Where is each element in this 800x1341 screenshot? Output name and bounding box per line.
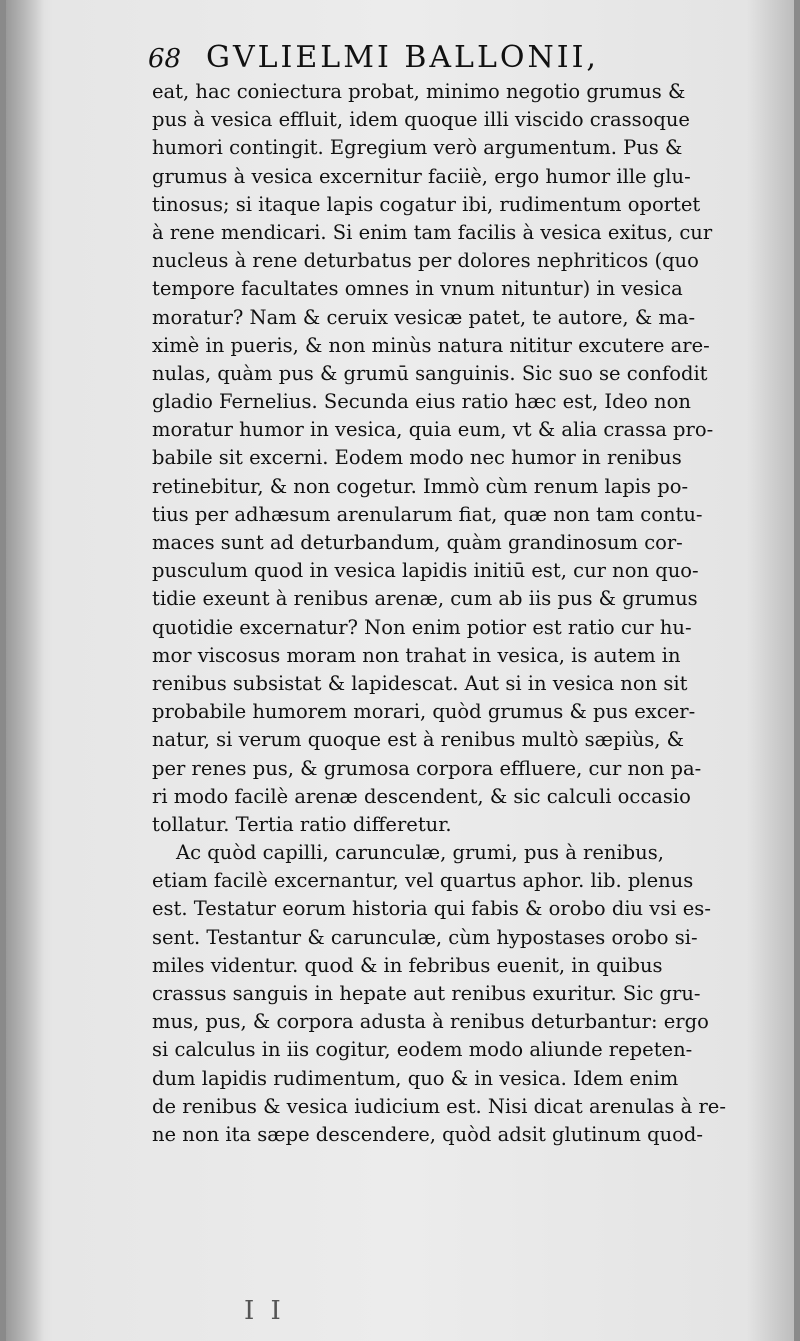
- signature-mark: I I: [244, 1296, 285, 1326]
- text-line: mus, pus, & corpora adusta à renibus deturbantur: ergo: [152, 1010, 709, 1034]
- text-line: babile sit excerni. Eodem modo nec humor in renibus: [152, 446, 682, 470]
- binding-gutter: [6, 0, 44, 1341]
- text-line: sent. Testantur & carunculæ, cùm hypostases orobo si-: [152, 925, 698, 949]
- text-line: nulas, quàm pus & grumū sanguinis. Sic suo se confodit: [152, 361, 708, 385]
- text-line: ximè in pueris, & non minùs natura nititur excutere are-: [152, 333, 710, 357]
- text-line: dum lapidis rudimentum, quo & in vesica. Idem enim: [152, 1066, 679, 1090]
- text-line: moratur humor in vesica, quia eum, vt & alia crassa pro-: [152, 418, 714, 442]
- text-line: natur, si verum quoque est à renibus multò sæpiùs, &: [152, 728, 685, 752]
- text-line: de renibus & vesica iudicium est. Nisi dicat arenulas à re-: [152, 1094, 726, 1118]
- text-line: nucleus à rene deturbatus per dolores nephriticos (quo: [152, 249, 699, 273]
- text-line: tius per adhæsum arenularum fiat, quæ non tam contu-: [152, 502, 703, 526]
- text-line: quotidie excernatur? Non enim potior est ratio cur hu-: [152, 615, 692, 639]
- text-line: ri modo facilè arenæ descendent, & sic calculi occasio: [152, 784, 691, 808]
- book-page: [6, 0, 794, 1341]
- text-line: ne non ita sæpe descendere, quòd adsit glutinum quod-: [152, 1122, 703, 1146]
- text-line: gladio Fernelius. Secunda eius ratio hæc est, Ideo non: [152, 390, 691, 414]
- page-header: [148, 40, 668, 80]
- text-line: Ac quòd capilli, carunculæ, grumi, pus à renibus,: [176, 841, 664, 865]
- text-line: retinebitur, & non cogetur. Immò cùm renum lapis po-: [152, 474, 689, 498]
- text-line: miles videntur. quod & in febribus euenit, in quibus: [152, 953, 663, 977]
- text-line: pus à vesica effluit, idem quoque illi viscido crassoque: [152, 108, 690, 132]
- running-head: GVLIELMI BALLONII,: [206, 40, 599, 75]
- text-line: crassus sanguis in hepate aut renibus exuritur. Sic gru-: [152, 982, 701, 1005]
- text-line: eat, hac coniectura probat, minimo negotio grumus &: [152, 80, 686, 103]
- text-line: maces sunt ad deturbandum, quàm grandinosum cor-: [152, 531, 683, 554]
- text-line: probabile humorem morari, quòd grumus & pus excer-: [152, 700, 696, 724]
- text-line: etiam facilè excernantur, vel quartus aphor. lib. plenus: [152, 869, 694, 893]
- text-line: si calculus in iis cogitur, eodem modo aliunde repeten-: [152, 1038, 693, 1062]
- text-line: tinosus; si itaque lapis cogatur ibi, rudimentum oportet: [152, 192, 701, 216]
- text-line: mor viscosus moram non trahat in vesica, is autem in: [152, 643, 681, 667]
- text-line: tidie exeunt à renibus arenæ, cum ab iis pus & grumus: [152, 587, 698, 611]
- text-line: pusculum quod in vesica lapidis initiū est, cur non quo-: [152, 559, 699, 583]
- text-line: tempore facultates omnes in vnum nituntur) in vesica: [152, 277, 683, 301]
- page-number: 68: [148, 44, 182, 74]
- text-line: renibus subsistat & lapidescat. Aut si in vesica non sit: [152, 671, 688, 695]
- text-line: moratur? Nam & ceruix vesicæ patet, te autore, & ma-: [152, 305, 696, 329]
- text-line: tollatur. Tertia ratio differetur.: [152, 812, 452, 836]
- text-line: est. Testatur eorum historia qui fabis & orobo diu vsi es-: [152, 897, 711, 921]
- body-text: [152, 78, 776, 1149]
- text-line: humori contingit. Egregium verò argumentum. Pus &: [152, 136, 683, 160]
- text-line: grumus à vesica excernitur faciiè, ergo humor ille glu-: [152, 164, 691, 188]
- text-line: per renes pus, & grumosa corpora effluere, cur non pa-: [152, 756, 702, 780]
- text-line: à rene mendicari. Si enim tam facilis à vesica exitus, cur: [152, 220, 713, 244]
